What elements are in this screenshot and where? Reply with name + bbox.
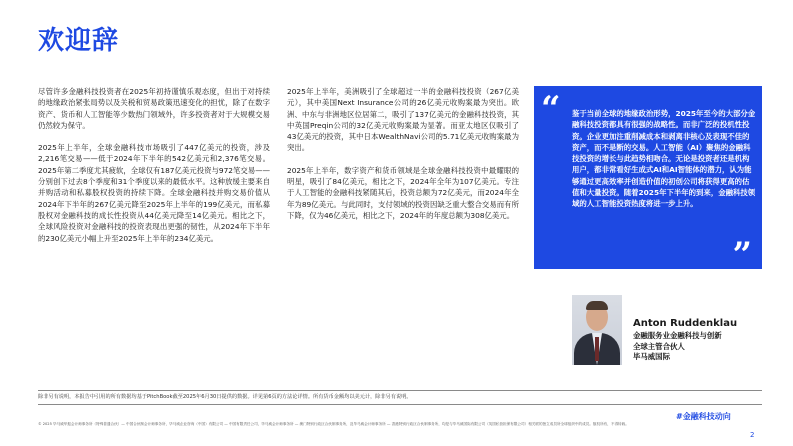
close-quote-icon: ” [732, 235, 752, 275]
pull-quote-box [534, 86, 762, 275]
paragraph: 尽管许多金融科技投资者在2025年初持谨慎乐观态度，但出于对持续的地缘政治紧张局势以及关税和贸易政策迅速变化的担忧，除了在数字资产、货币和人工智能等少数热门领域外，许多投资者对于大规模交易仍然较为保守。 [38, 87, 270, 130]
open-quote-icon: “ [541, 89, 561, 129]
portrait-hair [586, 301, 608, 310]
hashtag-label: #金融科技动向 [676, 412, 731, 421]
author-role: 金融服务业金融科技与创新 [633, 331, 722, 340]
author-role: 毕马威国际 [633, 352, 670, 361]
copyright-disclaimer: © 2025 毕马威华振会计师事务所（特殊普通合伙）— 中国合伙制会计师事务所，毕马威企业咨询（中国）有限公司 — 中国有限责任公司，毕马威会计师事务所 — 澳门特别行政区合伙制事务所，及毕马威会计师事务所 — 香港特别行政区合伙制事务所，均是与毕马威国际有限公司（英国私营担保有限公司）相关联的独立成员所全球组织中的成员。版权所有，不得转载。 [38, 422, 629, 426]
paragraph: 2025年上半年，数字资产和货币领域是全球金融科技投资中最耀眼的明星，吸引了84亿美元，相比之下，2024年全年为107亿美元。专注于人工智能的金融科技紧随其后，投资总额为72亿美元，而2024年全年为89亿美元。与此同时，支付领域的投资因缺乏重大整合交易而有所下降，仅为46亿美元，相比之下，2024年的年度总额为308亿美元。 [287, 165, 519, 220]
footnote: 除非另有说明，本报告中引用的所有数据均基于PitchBook截至2025年6月30日提供的数据。详见第6页的方法论详情。所有货币金额均以美元计，除非另有说明。 [38, 394, 412, 400]
footnote-divider-bottom [38, 404, 762, 405]
paragraph: 2025年上半年，美洲吸引了全球超过一半的金融科技投资（267亿美元），其中美国Next Insurance公司的26亿美元收购案最为突出。欧洲、中东与非洲地区位居第二，吸引了137亿美元的金融科技投资，其中英国Preqin公司的32亿美元收购案最为显著。而亚太地区仅吸引了43亿美元的投资，其中日本WealthNavi公司的5.71亿美元收购案最为突出。 [287, 87, 519, 153]
author-name: Anton Ruddenklau [633, 318, 738, 329]
body-column-left [38, 86, 270, 255]
page-number: 2 [750, 431, 755, 439]
author-role: 全球主管合伙人 [633, 341, 685, 351]
author-roles [633, 331, 773, 363]
portrait-tie [595, 337, 599, 361]
paragraph: 2025年上半年，全球金融科技市场吸引了447亿美元的投资，涉及2,216笔交易——低于2024年下半年的542亿美元和2,376笔交易。2025年第二季度尤其疲软，全球仅有187亿美元投资与972笔交易——分别创下过去8个季度和31个季度以来的最低水平。这种放缓主要来自并购活动和私募股权投资的持续下降。全球金融科技并购交易价值从2024年下半年的267亿美元降至2025年上半年的199亿美元，而私募股权对金融科技的成长性投资从44亿美元降至14亿美元。相比之下，全球风险投资对金融科技的投资表现出更强的韧性，从2024年下半年的230亿美元小幅上升至2025年上半年的234亿美元。 [38, 143, 270, 243]
page-title: 欢迎辞 [38, 26, 120, 56]
body-column-middle [287, 86, 519, 232]
author-photo [572, 295, 622, 365]
footnote-divider-top [38, 390, 762, 391]
pull-quote-text: 鉴于当前全球的地缘政治形势，2025年至今的大部分金融科技投资都具有很强的战略性。而非广泛的投机性投资。企业更加注重削减成本和剥离非核心及表现不佳的资产，而不是断的交易。人工智能（AI）聚焦的金融科技投资的增长与此趋势相吻合。无论是投资者还是机构用户，都非常看好生成式AI和AI智能体的潜力，认为能够通过更高效率并创造价值的初创公司将获得更高的估值和大量投资。随着2025年下半年的到来，金融科技领域的人工智能投资热度将进一步上升。 [572, 109, 756, 209]
